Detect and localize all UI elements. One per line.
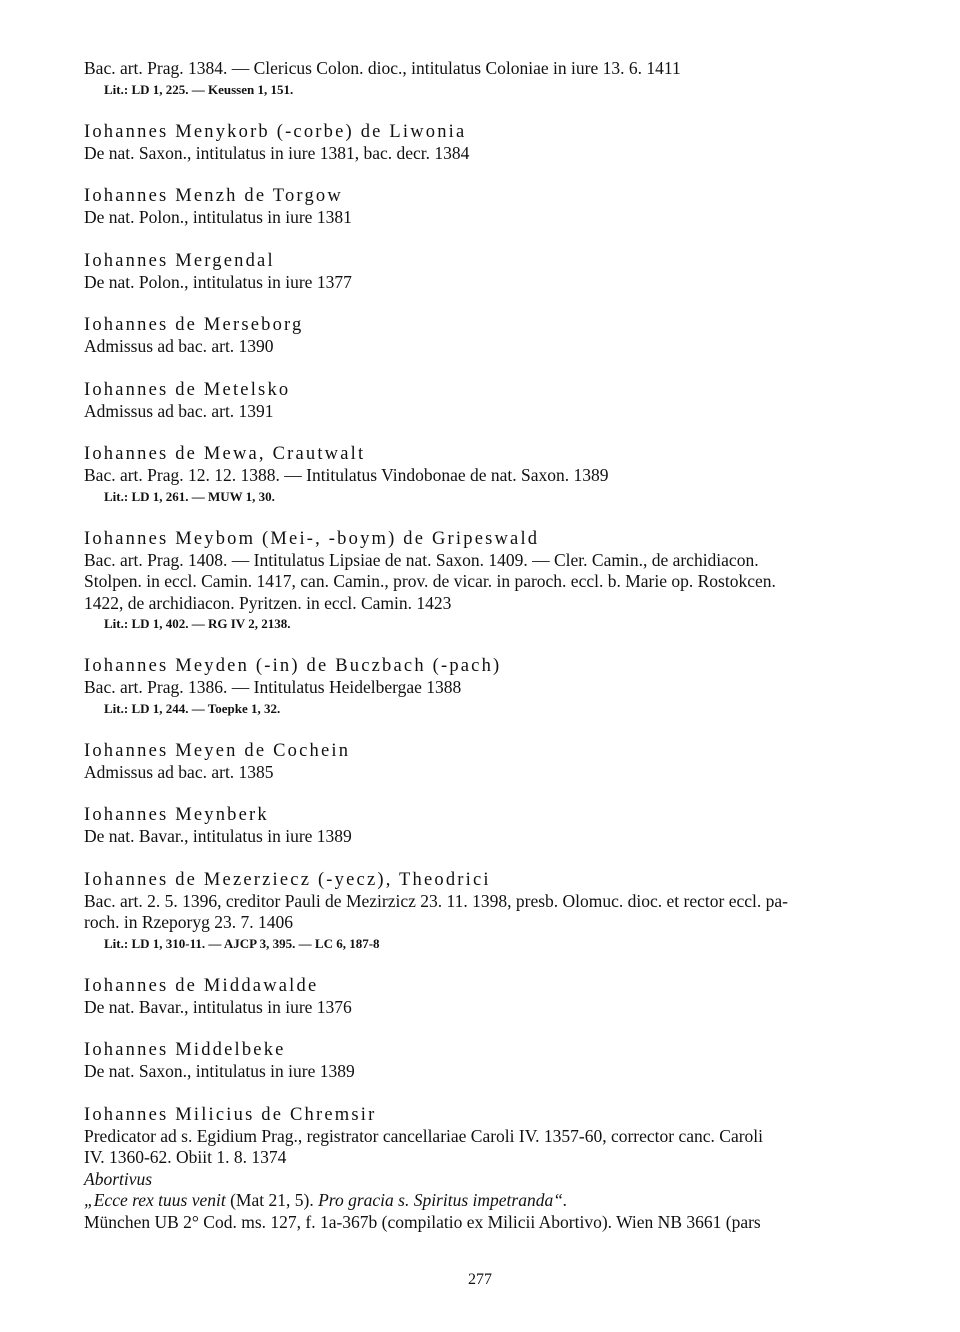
entry-text: IV. 1360-62. Obiit 1. 8. 1374 (84, 1147, 287, 1167)
entry-literature: Lit.: LD 1, 244. — Toepke 1, 32. (104, 700, 281, 716)
work-title: Abortivus (84, 1168, 153, 1189)
entry-menzh (84, 185, 884, 229)
entry-name: Iohannes Meynberk (84, 805, 269, 825)
entry-name: Iohannes Middelbeke (84, 1040, 286, 1060)
entry-text: De nat. Saxon., intitulatus in iure 1389 (84, 1061, 355, 1081)
entry-text: Bac. art. Prag. 1386. — Intitulatus Heidelbergae 1388 (84, 677, 462, 697)
entry-text: 1422, de archidiacon. Pyritzen. in eccl. Camin. 1423 (84, 592, 452, 613)
entry-name: Iohannes de Metelsko (84, 379, 291, 400)
incipit-reference: (Mat 21, 5). (225, 1190, 319, 1210)
page-body (84, 58, 884, 1233)
entry-continuation (84, 58, 884, 100)
entry-text: De nat. Polon., intitulatus in iure 1377 (84, 271, 352, 292)
entry-literature: Lit.: LD 1, 310-11. — AJCP 3, 395. — LC 6, 187-8 (104, 935, 380, 951)
entry-text: Predicator ad s. Egidium Prag., registrator cancellariae Caroli IV. 1357-60, corrector canc. Caroli (84, 1125, 764, 1146)
entry-text: Bac. art. Prag. 1384. — Clericus Colon. dioc., intitulatus Coloniae in iure 13. 6. 1411 (84, 58, 681, 78)
entry-name: Iohannes Menykorb (-corbe) de Liwonia (84, 121, 467, 142)
entry-name: Iohannes Menzh de Torgow (84, 186, 343, 206)
entry-text: Bac. art. 2. 5. 1396, creditor Pauli de Mezirzicz 23. 11. 1398, presb. Olomuc. dioc. et rector eccl. pa- (84, 890, 788, 911)
entry-literature: Lit.: LD 1, 225. — Keussen 1, 151. (104, 81, 294, 97)
entry-text: Admissus ad bac. art. 1391 (84, 400, 274, 421)
entry-name: Iohannes Meyden (-in) de Buczbach (-pach) (84, 656, 502, 676)
entry-text: roch. in Rzeporyg 23. 7. 1406 (84, 912, 293, 932)
entry-name: Iohannes de Merseborg (84, 315, 304, 335)
entry-literature: Lit.: LD 1, 261. — MUW 1, 30. (104, 488, 275, 504)
entry-text: Bac. art. Prag. 12. 12. 1388. — Intitulatus Vindobonae de nat. Saxon. 1389 (84, 465, 609, 485)
entry-mezerziecz (84, 869, 884, 954)
entry-text: Bac. art. Prag. 1408. — Intitulatus Lipsiae de nat. Saxon. 1409. — Cler. Camin., de archidiacon. (84, 549, 759, 570)
entry-middelbeke (84, 1039, 884, 1083)
entry-name: Iohannes de Mewa, Crautwalt (84, 444, 366, 464)
entry-text: De nat. Polon., intitulatus in iure 1381 (84, 207, 352, 227)
entry-name: Iohannes Meyen de Cochein (84, 740, 351, 761)
entry-merseborg (84, 314, 884, 358)
manuscript-line: München UB 2° Cod. ms. 127, f. 1a-367b (compilatio ex Milicii Abortivo). Wien NB 3661 (pars (84, 1211, 761, 1232)
entry-name: Iohannes de Middawalde (84, 975, 319, 996)
entry-name: Iohannes Meybom (Mei-, -boym) de Gripeswald (84, 528, 540, 549)
incipit-text: „Ecce rex tuus venit (84, 1190, 226, 1210)
entry-text: De nat. Bavar., intitulatus in iure 1389 (84, 826, 352, 846)
entry-text: De nat. Saxon., intitulatus in iure 1381, bac. decr. 1384 (84, 142, 470, 163)
entry-meynberk (84, 804, 884, 848)
entry-meybom (84, 528, 884, 635)
entry-literature: Lit.: LD 1, 402. — RG IV 2, 2138. (104, 616, 291, 631)
entry-middawalde (84, 975, 884, 1019)
entry-metelsko (84, 379, 884, 423)
entry-text: De nat. Bavar., intitulatus in iure 1376 (84, 996, 352, 1017)
incipit-text-continued: Pro gracia s. Spiritus impetranda“. (318, 1190, 568, 1210)
entry-name: Iohannes de Mezerziecz (-yecz), Theodrici (84, 869, 491, 890)
incipit-line (84, 1190, 884, 1212)
entry-name: Iohannes Milicius de Chremsir (84, 1104, 377, 1125)
entry-milicius (84, 1104, 884, 1234)
entry-meyden (84, 655, 884, 719)
entry-menykorb (84, 121, 884, 165)
entry-text: Admissus ad bac. art. 1390 (84, 336, 274, 356)
page-number: 277 (468, 1271, 492, 1288)
entry-text: Stolpen. in eccl. Camin. 1417, can. Camin., prov. de vicar. in paroch. eccl. b. Marie op. Rostokcen. (84, 571, 776, 591)
entry-text: Admissus ad bac. art. 1385 (84, 761, 274, 782)
entry-mewa (84, 443, 884, 507)
entry-meyen (84, 740, 884, 784)
entry-name: Iohannes Mergendal (84, 250, 275, 271)
entry-mergendal (84, 250, 884, 294)
